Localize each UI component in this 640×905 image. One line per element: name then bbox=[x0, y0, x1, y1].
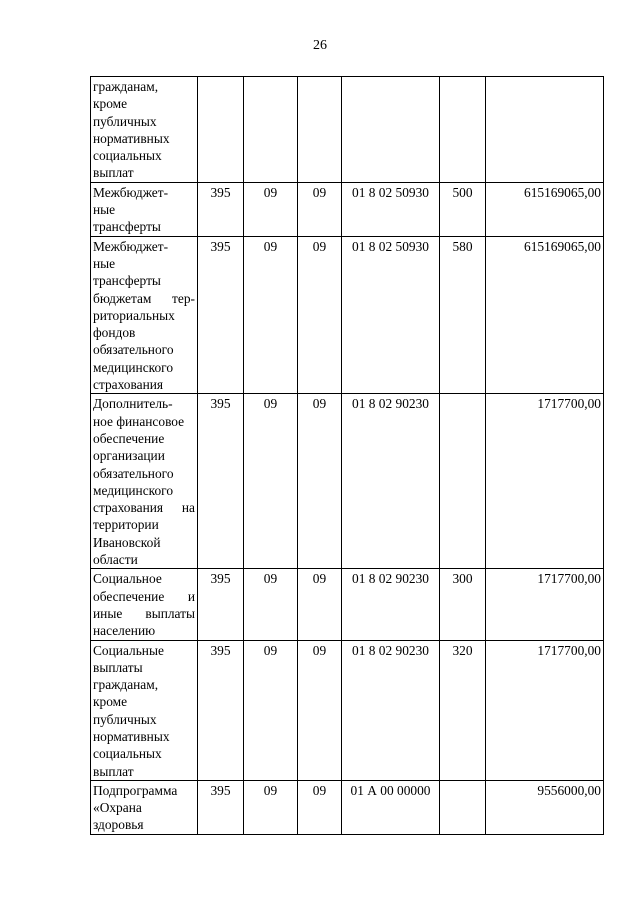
target-article-cell: 01 8 02 90230 bbox=[342, 569, 440, 640]
section-code-cell: 09 bbox=[244, 640, 298, 780]
item-name-cell bbox=[91, 569, 198, 640]
item-name-line: ное финансовое bbox=[93, 413, 185, 429]
section-code-cell: 09 bbox=[244, 780, 298, 834]
page-number: 26 bbox=[313, 38, 327, 53]
section-code-cell: 09 bbox=[244, 394, 298, 569]
item-name-line: Межбюджет- bbox=[93, 184, 169, 200]
subsection-code-cell: 09 bbox=[298, 569, 342, 640]
table-row bbox=[91, 394, 604, 569]
item-name-line: ные bbox=[93, 255, 116, 271]
subsection-code-cell: 09 bbox=[298, 640, 342, 780]
item-name-line: обязательного bbox=[93, 465, 174, 481]
item-name-line: нормативных bbox=[93, 728, 170, 744]
item-name-line: трансферты bbox=[93, 273, 161, 289]
item-name-line: населению bbox=[93, 623, 156, 639]
amount-cell: 1717700,00 bbox=[486, 640, 604, 780]
section-code-cell: 09 bbox=[244, 569, 298, 640]
table-row bbox=[91, 640, 604, 780]
subsection-code-cell: 09 bbox=[298, 236, 342, 394]
item-name-line: страхования bbox=[93, 377, 164, 393]
item-name-line: Дополнитель- bbox=[93, 396, 173, 412]
item-name-cell bbox=[91, 640, 198, 780]
item-name-line: Социальные bbox=[93, 642, 164, 658]
section-code-cell: 09 bbox=[244, 182, 298, 236]
item-name-line: Социальное bbox=[93, 571, 162, 587]
item-name-line: выплаты bbox=[93, 659, 143, 675]
item-name-line: Межбюджет- bbox=[93, 238, 169, 254]
item-name-line: обеспечение bbox=[93, 430, 165, 446]
amount-cell: 615169065,00 bbox=[486, 236, 604, 394]
item-name-line: публичных bbox=[93, 113, 157, 129]
item-name-line: нормативных bbox=[93, 130, 170, 146]
subsection-code-cell: 09 bbox=[298, 780, 342, 834]
item-name-line: организации bbox=[93, 448, 165, 464]
admin-code-cell bbox=[198, 77, 244, 183]
admin-code-cell: 395 bbox=[198, 640, 244, 780]
item-name-line: иные выплаты bbox=[93, 605, 195, 621]
item-name-line: «Охрана bbox=[93, 800, 142, 816]
item-name-cell bbox=[91, 780, 198, 834]
amount-cell: 1717700,00 bbox=[486, 394, 604, 569]
item-name-line: страхования на bbox=[93, 500, 195, 516]
amount-cell: 1717700,00 bbox=[486, 569, 604, 640]
target-article-cell: 01 8 02 50930 bbox=[342, 182, 440, 236]
item-name-line: социальных bbox=[93, 746, 162, 762]
table-row bbox=[91, 182, 604, 236]
table-row bbox=[91, 236, 604, 394]
expense-type-cell bbox=[440, 77, 486, 183]
amount-cell: 9556000,00 bbox=[486, 780, 604, 834]
item-name-line: медицинского bbox=[93, 359, 174, 375]
expense-type-cell bbox=[440, 780, 486, 834]
item-name-line: Подпрограмма bbox=[93, 782, 178, 798]
amount-cell: 615169065,00 bbox=[486, 182, 604, 236]
item-name-line: медицинского bbox=[93, 482, 174, 498]
target-article-cell: 01 8 02 50930 bbox=[342, 236, 440, 394]
item-name-cell bbox=[91, 394, 198, 569]
admin-code-cell: 395 bbox=[198, 780, 244, 834]
item-name-line: обязательного bbox=[93, 342, 174, 358]
item-name-line: выплат bbox=[93, 165, 134, 181]
item-name-line: выплат bbox=[93, 763, 134, 779]
table-row bbox=[91, 569, 604, 640]
expense-type-cell bbox=[440, 394, 486, 569]
target-article-cell: 01 8 02 90230 bbox=[342, 640, 440, 780]
item-name-line: территории bbox=[93, 517, 159, 533]
expense-type-cell: 320 bbox=[440, 640, 486, 780]
subsection-code-cell: 09 bbox=[298, 394, 342, 569]
admin-code-cell: 395 bbox=[198, 236, 244, 394]
item-name-line: гражданам, bbox=[93, 79, 159, 94]
expense-type-cell: 300 bbox=[440, 569, 486, 640]
amount-cell bbox=[486, 77, 604, 183]
item-name-line: здоровья bbox=[93, 817, 144, 833]
item-name-line: Ивановской bbox=[93, 534, 161, 550]
target-article-cell: 01 А 00 00000 bbox=[342, 780, 440, 834]
item-name-line: ные bbox=[93, 202, 116, 218]
section-code-cell bbox=[244, 77, 298, 183]
item-name-line: кроме bbox=[93, 96, 128, 112]
item-name-line: кроме bbox=[93, 694, 128, 710]
item-name-line: обеспечение и bbox=[93, 588, 195, 604]
admin-code-cell: 395 bbox=[198, 569, 244, 640]
item-name-line: гражданам, bbox=[93, 677, 159, 693]
admin-code-cell: 395 bbox=[198, 182, 244, 236]
item-name-cell bbox=[91, 236, 198, 394]
item-name-cell bbox=[91, 182, 198, 236]
subsection-code-cell: 09 bbox=[298, 182, 342, 236]
admin-code-cell: 395 bbox=[198, 394, 244, 569]
target-article-cell: 01 8 02 90230 bbox=[342, 394, 440, 569]
item-name-line: области bbox=[93, 552, 138, 568]
item-name-line: фондов bbox=[93, 325, 136, 341]
expense-type-cell: 500 bbox=[440, 182, 486, 236]
table-row bbox=[91, 77, 604, 183]
subsection-code-cell bbox=[298, 77, 342, 183]
section-code-cell: 09 bbox=[244, 236, 298, 394]
budget-table bbox=[90, 76, 604, 835]
item-name-line: бюджетам тер- bbox=[93, 290, 195, 306]
item-name-line: риториальных bbox=[93, 307, 175, 323]
table-row bbox=[91, 780, 604, 834]
item-name-line: социальных bbox=[93, 148, 162, 164]
expense-type-cell: 580 bbox=[440, 236, 486, 394]
item-name-line: публичных bbox=[93, 711, 157, 727]
target-article-cell bbox=[342, 77, 440, 183]
item-name-cell bbox=[91, 77, 198, 183]
item-name-line: трансферты bbox=[93, 219, 161, 235]
